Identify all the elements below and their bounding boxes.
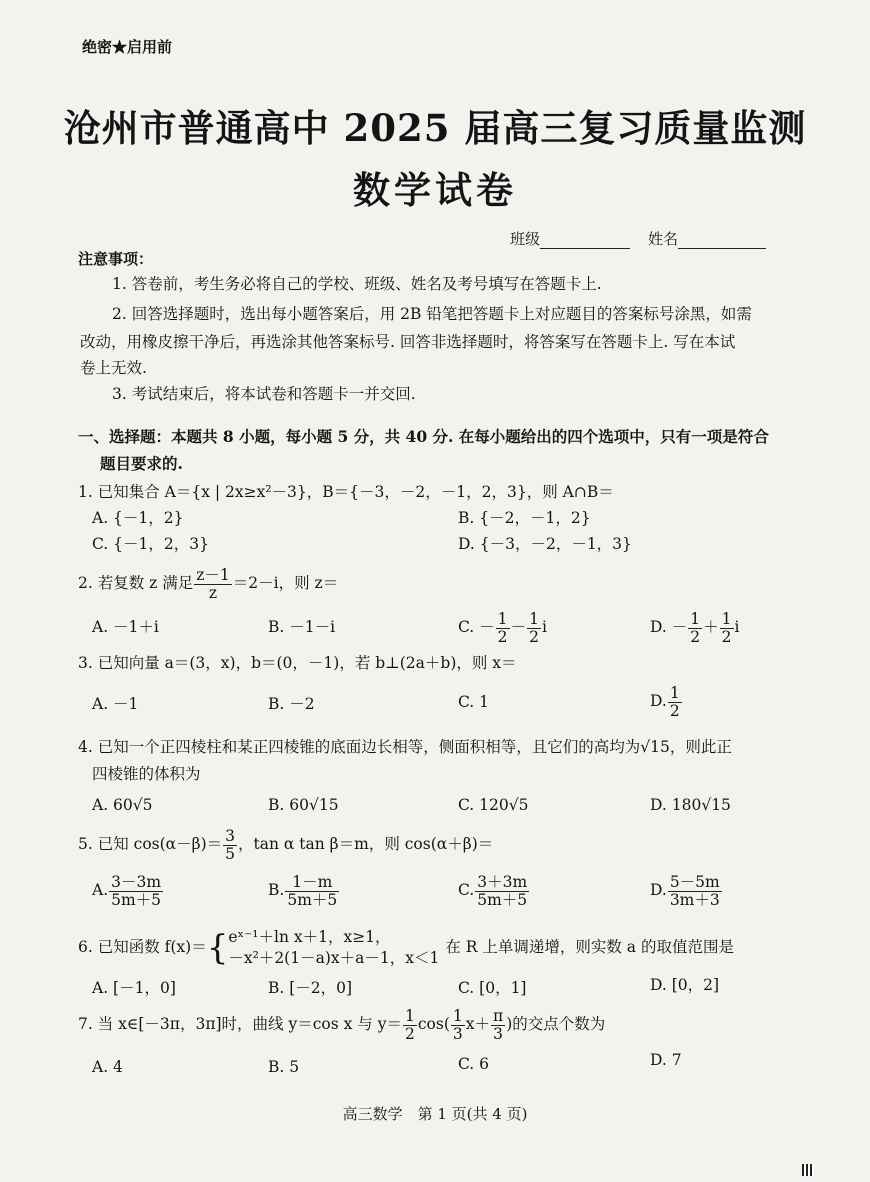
- class-label: 班级: [510, 230, 541, 248]
- question-1: 1. 已知集合 A＝{x | 2x≥x²－3}，B＝{－3，－2，－1，2，3}，则 A∩B＝: [78, 483, 614, 501]
- q1-option-d: D. {－3，－2，－1，3}: [458, 535, 632, 553]
- q2-fraction: $\frac{z-1}{z}$: [196, 565, 230, 602]
- q3-option-a: A. －1: [92, 695, 139, 713]
- exam-title: 沧州市普通高中 2025 届高三复习质量监测: [63, 106, 807, 150]
- q6-option-a: A. [－1，0]: [92, 979, 176, 997]
- watermark-logo: [818, 1164, 864, 1176]
- section-heading-cont: 题目要求的.: [100, 454, 183, 473]
- q4-option-b: B. 60√15: [268, 796, 339, 814]
- question-3: 3. 已知向量 a＝(3，x)，b＝(0，－1)，若 b⊥(2a＋b)，则 x＝: [78, 654, 517, 672]
- section-heading: 一、选择题：本题共 8 小题，每小题 5 分，共 40 分. 在每小题给出的四个选项中，只有一项是符合: [78, 427, 769, 446]
- q2-option-a: A. －1＋i: [92, 618, 159, 636]
- q5-option-b: B. $\frac{1-m}{5m+5}$: [268, 872, 338, 909]
- q7-option-d: D. 7: [650, 1051, 682, 1069]
- question-5: 5. 已知 cos(α－β)＝ $\frac{3}{5}$ ，tan α tan β＝m，则 cos(α＋β)＝: [78, 826, 494, 863]
- q1-option-a: A. {－1，2}: [92, 509, 184, 527]
- class-blank: [540, 234, 630, 249]
- note-2-end: 卷上无效.: [80, 359, 147, 377]
- name-label: 姓名: [648, 230, 679, 248]
- class-field: [510, 228, 630, 249]
- qr-code-icon: [802, 1164, 814, 1176]
- q4-option-a: A. 60√5: [92, 796, 153, 814]
- confidential-label: 绝密★启用前: [82, 38, 173, 56]
- q3-option-b: B. －2: [268, 695, 315, 713]
- note-3: 3. 考试结束后，将本试卷和答题卡一并交回.: [112, 385, 416, 403]
- q5-option-d: D. $\frac{5-5m}{3m+3}$: [650, 872, 720, 909]
- q4-option-c: C. 120√5: [458, 796, 529, 814]
- note-1: 1. 答卷前，考生务必将自己的学校、班级、姓名及考号填写在答题卡上.: [112, 275, 602, 293]
- note-2-cont: 改动，用橡皮擦干净后，再选涂其他答案标号. 回答非选择题时，将答案写在答题卡上. 写在本试: [80, 333, 736, 351]
- page-footer: 高三数学 第 1 页(共 4 页): [342, 1105, 528, 1123]
- q4-option-d: D. 180√15: [650, 796, 731, 814]
- piecewise-brace: {: [206, 928, 229, 968]
- notes-heading: 注意事项：: [78, 250, 154, 268]
- question-6: 6. 已知函数 f(x)＝{ eˣ⁻¹＋ln x＋1，x≥1， －x²＋2(1－a)x＋a－1，x＜1 在 R 上单调递增，则实数 a 的取值范围是: [78, 928, 734, 968]
- q2-option-d: D. － $\frac{1}{2}$ ＋ $\frac{1}{2}$ i: [650, 609, 740, 646]
- q3-option-d: D. $\frac{1}{2}$: [650, 683, 680, 720]
- q7-option-b: B. 5: [268, 1058, 300, 1076]
- q5-option-a: A. $\frac{3-3m}{5m+5}$: [92, 872, 162, 909]
- q3-option-c: C. 1: [458, 693, 490, 711]
- q7-option-c: C. 6: [458, 1055, 490, 1073]
- note-2: 2. 回答选择题时，选出每小题答案后，用 2B 铅笔把答题卡上对应题目的答案标号涂黑，如需: [112, 305, 752, 323]
- q1-option-c: C. {－1，2，3}: [92, 535, 209, 553]
- question-4: 4. 已知一个正四棱柱和某正四棱锥的底面边长相等，侧面积相等，且它们的高均为√15，则此正: [78, 738, 732, 756]
- q6-option-c: C. [0，1]: [458, 979, 527, 997]
- name-blank: [678, 234, 766, 249]
- exam-subtitle: 数学试卷: [353, 168, 517, 212]
- q6-option-d: D. [0，2]: [650, 976, 720, 994]
- piecewise-cases: eˣ⁻¹＋ln x＋1，x≥1， －x²＋2(1－a)x＋a－1，x＜1: [228, 928, 440, 967]
- q7-option-a: A. 4: [92, 1058, 123, 1076]
- q6-option-b: B. [－2，0]: [268, 979, 353, 997]
- question-7: 7. 当 x∈[－3π，3π]时，曲线 y＝cos x 与 y＝ $\frac{1}{2}$ cos( $\frac{1}{3}$ x＋ $\frac{\pi}{3}$ )的交点个数为: [78, 1006, 606, 1043]
- question-4-cont: 四棱锥的体积为: [92, 765, 201, 783]
- q2-option-b: B. －1－i: [268, 618, 336, 636]
- q1-option-b: B. {－2，－1，2}: [458, 509, 591, 527]
- question-2: 2. 若复数 z 满足 $\frac{z-1}{z}$ ＝2－i，则 z＝: [78, 565, 339, 602]
- name-field: [648, 228, 766, 249]
- q5-option-c: C. $\frac{3+3m}{5m+5}$: [458, 872, 528, 909]
- q2-option-c: C. － $\frac{1}{2}$ － $\frac{1}{2}$ i: [458, 609, 547, 646]
